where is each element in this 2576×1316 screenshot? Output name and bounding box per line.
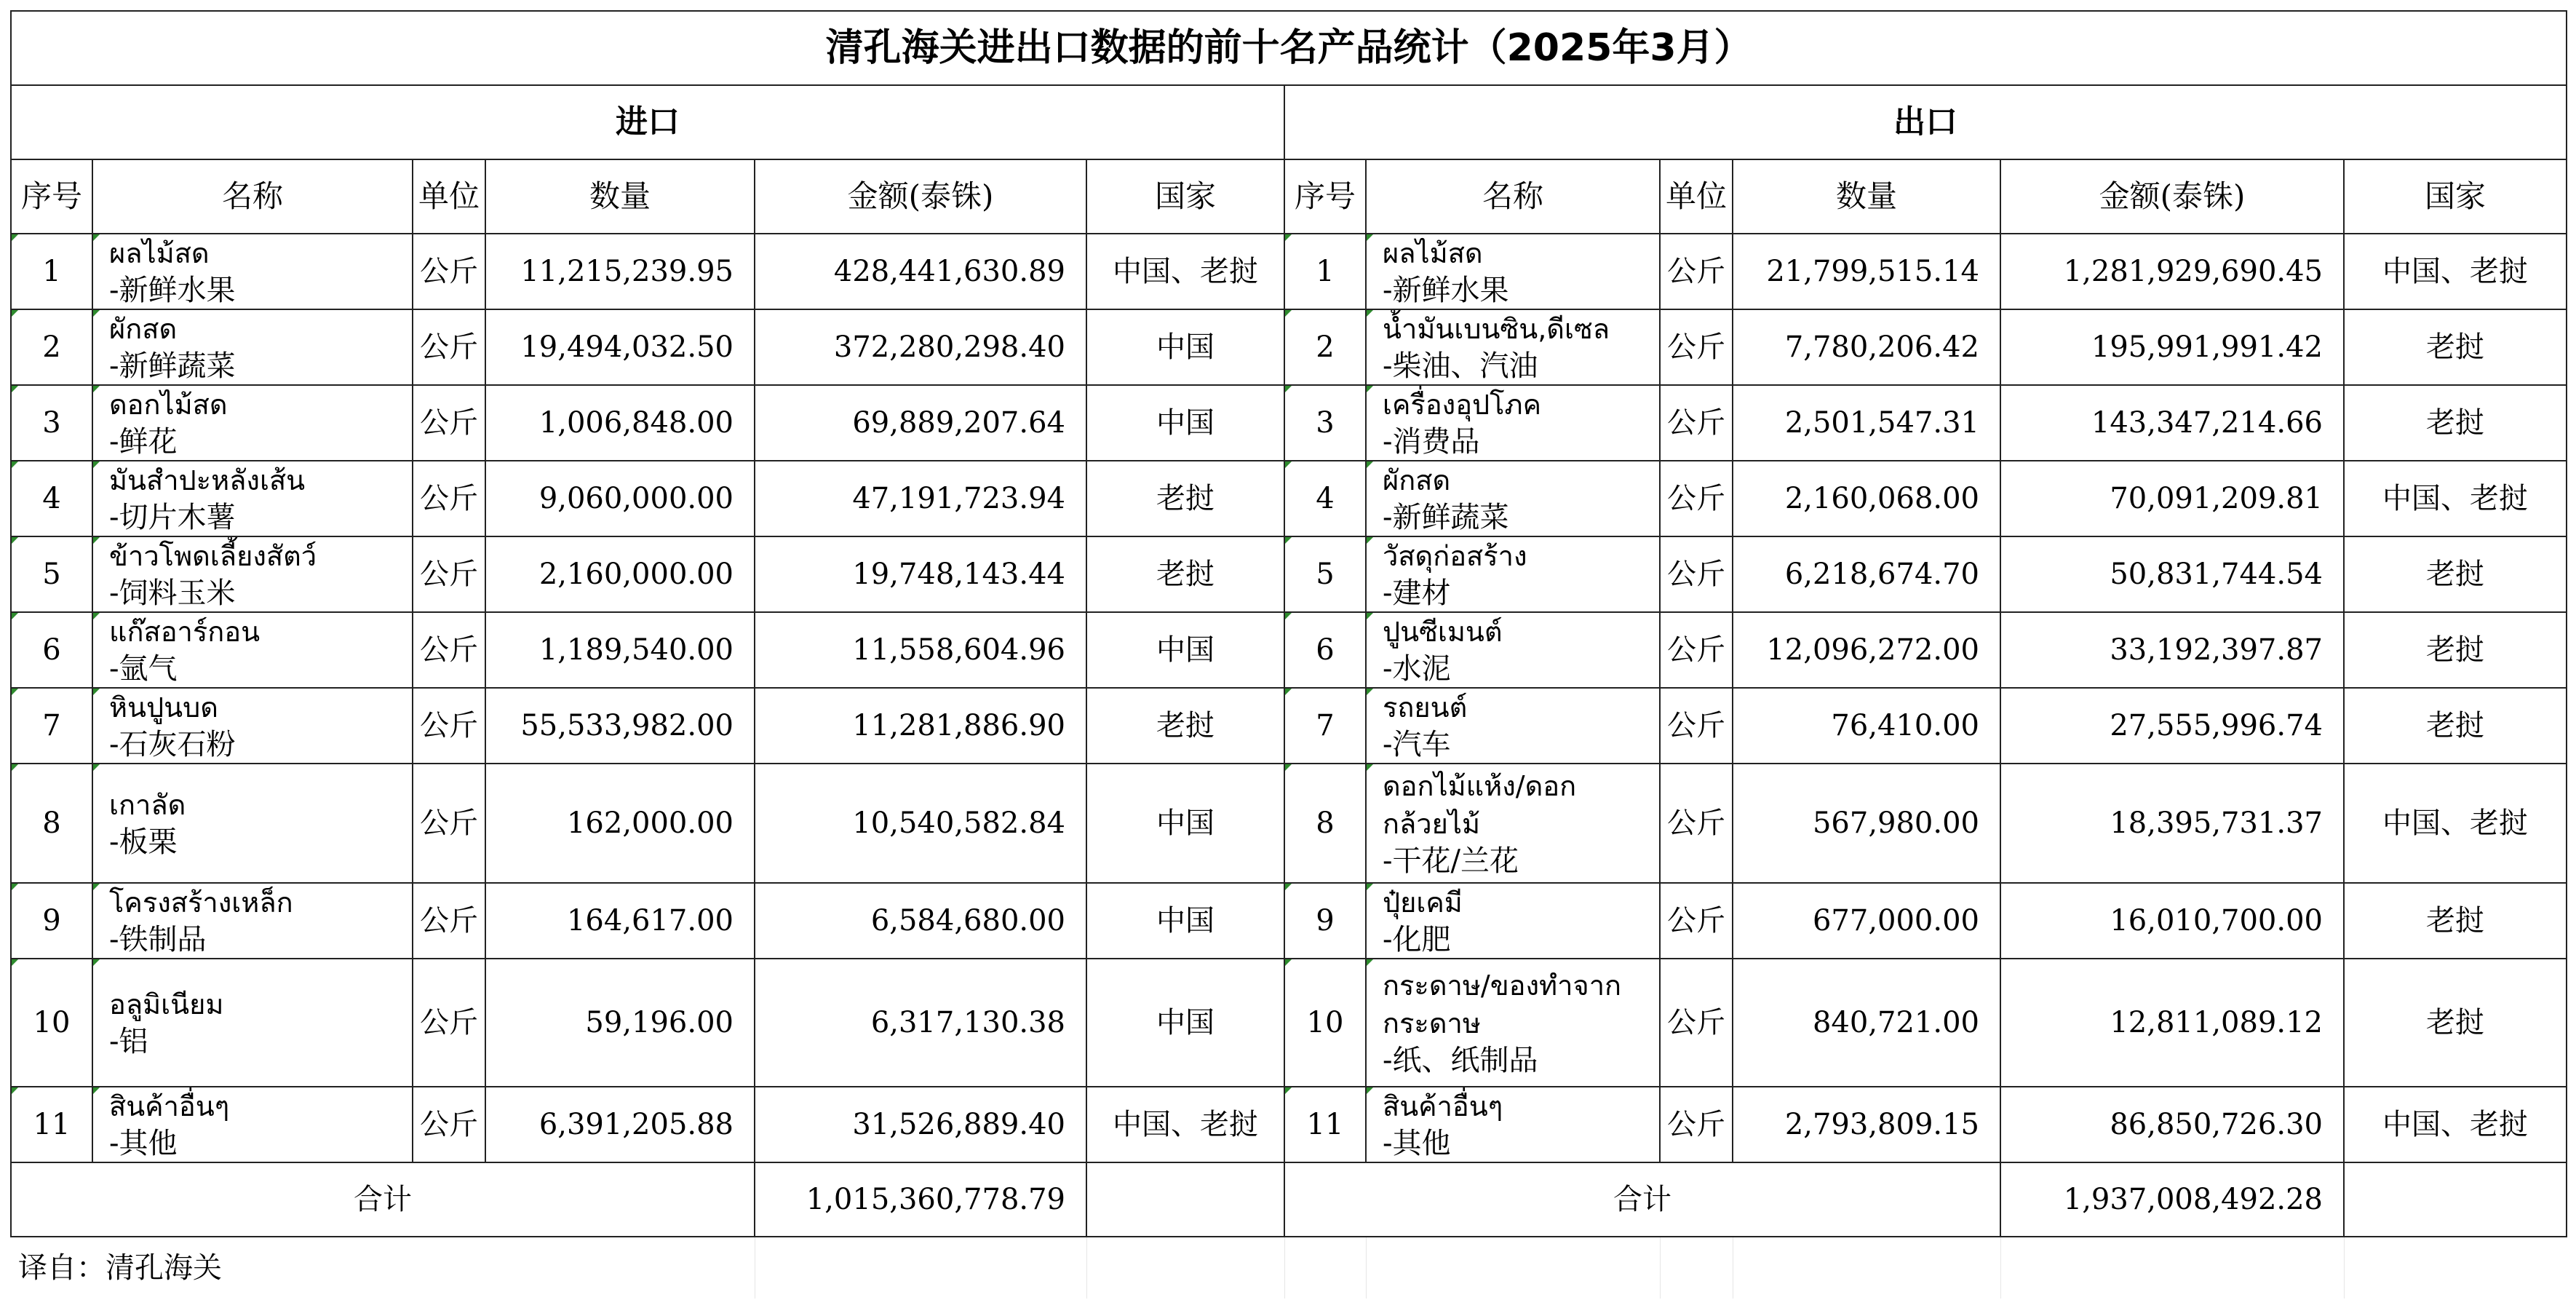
empty-cell — [1366, 1237, 1660, 1299]
cell-country: 老挝 — [2344, 959, 2567, 1087]
import-total-amount: 1,015,360,778.79 — [755, 1162, 1086, 1237]
cell-qty: 2,793,809.15 — [1733, 1087, 2000, 1162]
cell-no: 11 — [11, 1087, 92, 1162]
cell-name — [92, 959, 413, 1087]
cell-amount: 1,281,929,690.45 — [2000, 234, 2344, 309]
cell-country: 中国 — [1086, 309, 1284, 385]
cell-qty: 162,000.00 — [485, 764, 755, 883]
cell-name — [1366, 688, 1660, 764]
export-total-amount: 1,937,008,492.28 — [2000, 1162, 2344, 1237]
spreadsheet — [10, 10, 2566, 1299]
empty-cell — [2344, 1237, 2567, 1299]
column-header-row — [11, 159, 2567, 234]
cell-country: 中国 — [1086, 959, 1284, 1087]
cell-no: 4 — [1284, 461, 1366, 536]
item-name-chinese: -饲料玉米 — [109, 576, 236, 610]
item-name-chinese: -切片木薯 — [109, 501, 236, 534]
item-name-chinese: -汽车 — [1383, 728, 1451, 761]
cell-amount: 6,317,130.38 — [755, 959, 1086, 1087]
table-row — [11, 764, 2567, 883]
cell-qty: 164,617.00 — [485, 883, 755, 959]
cell-no: 6 — [1284, 612, 1366, 688]
cell-unit: 公斤 — [413, 1087, 485, 1162]
cell-no: 1 — [1284, 234, 1366, 309]
cell-qty: 7,780,206.42 — [1733, 309, 2000, 385]
cell-no: 9 — [1284, 883, 1366, 959]
item-name-chinese: -柴油、汽油 — [1383, 349, 1538, 383]
item-name-thai: สินค้าอื่นๆ — [1383, 1090, 1503, 1122]
cell-no: 11 — [1284, 1087, 1366, 1162]
cell-name — [1366, 234, 1660, 309]
item-name-chinese: -新鲜水果 — [1383, 274, 1509, 307]
item-name-chinese: -铁制品 — [109, 923, 207, 956]
table-row — [11, 1087, 2567, 1162]
table-row — [11, 688, 2567, 764]
item-name-thai: กระดาษ/ของทำจากกระดาษ — [1383, 970, 1622, 1039]
item-name-thai: น้ำมันเบนซิน,ดีเซล — [1383, 313, 1610, 345]
cell-qty: 55,533,982.00 — [485, 688, 755, 764]
export-total-blank — [2344, 1162, 2567, 1237]
cell-qty: 1,189,540.00 — [485, 612, 755, 688]
cell-amount: 70,091,209.81 — [2000, 461, 2344, 536]
cell-country: 老挝 — [2344, 385, 2567, 461]
cell-qty: 11,215,239.95 — [485, 234, 755, 309]
cell-unit: 公斤 — [1660, 612, 1733, 688]
cell-no: 10 — [1284, 959, 1366, 1087]
item-name-thai: มันสำปะหลังเส้น — [109, 464, 306, 496]
cell-name — [1366, 959, 1660, 1087]
cell-country: 老挝 — [2344, 883, 2567, 959]
cell-unit: 公斤 — [1660, 385, 1733, 461]
empty-cell — [2000, 1237, 2344, 1299]
cell-no: 7 — [11, 688, 92, 764]
cell-no: 7 — [1284, 688, 1366, 764]
item-name-thai: ผลไม้สด — [109, 237, 210, 269]
cell-amount: 10,540,582.84 — [755, 764, 1086, 883]
cell-amount: 69,889,207.64 — [755, 385, 1086, 461]
item-name-chinese: -水泥 — [1383, 652, 1451, 686]
cell-qty: 76,410.00 — [1733, 688, 2000, 764]
cell-name — [1366, 1087, 1660, 1162]
cell-name — [92, 612, 413, 688]
cell-country: 中国、老挝 — [2344, 461, 2567, 536]
cell-no: 5 — [1284, 536, 1366, 612]
cell-country: 老挝 — [2344, 612, 2567, 688]
cell-no: 3 — [11, 385, 92, 461]
cell-amount: 16,010,700.00 — [2000, 883, 2344, 959]
cell-name — [92, 883, 413, 959]
cell-unit: 公斤 — [413, 234, 485, 309]
item-name-chinese: -石灰石粉 — [109, 728, 236, 761]
cell-country: 老挝 — [1086, 536, 1284, 612]
cell-no: 8 — [11, 764, 92, 883]
col-header-no: 序号 — [11, 159, 92, 234]
item-name-chinese: -干花/兰花 — [1383, 844, 1519, 878]
cell-amount: 428,441,630.89 — [755, 234, 1086, 309]
cell-no: 6 — [11, 612, 92, 688]
item-name-thai: แก๊สอาร์กอน — [109, 616, 261, 648]
cell-no: 9 — [11, 883, 92, 959]
table-row — [11, 461, 2567, 536]
source-note: 译自：清孔海关 — [11, 1237, 755, 1299]
cell-unit: 公斤 — [1660, 309, 1733, 385]
item-name-chinese: -铝 — [109, 1025, 148, 1058]
item-name-thai: รถยนต์ — [1383, 691, 1468, 724]
cell-amount: 12,811,089.12 — [2000, 959, 2344, 1087]
table-row — [11, 309, 2567, 385]
item-name-thai: ผักสด — [1383, 464, 1451, 496]
item-name-thai: ข้าวโพดเลี้ยงสัตว์ — [109, 540, 317, 572]
item-name-thai: ผลไม้สด — [1383, 237, 1483, 269]
cell-country: 老挝 — [2344, 688, 2567, 764]
col-header-name: 名称 — [92, 159, 413, 234]
item-name-thai: ผักสด — [109, 313, 178, 345]
col-header-country: 国家 — [2344, 159, 2567, 234]
item-name-thai: ดอกไม้แห้ง/ดอกกล้วยไม้ — [1383, 770, 1577, 840]
cell-qty: 2,501,547.31 — [1733, 385, 2000, 461]
cell-country: 中国 — [1086, 883, 1284, 959]
cell-amount: 33,192,397.87 — [2000, 612, 2344, 688]
empty-cell — [1086, 1237, 1284, 1299]
cell-country: 中国、老挝 — [2344, 764, 2567, 883]
cell-name — [1366, 764, 1660, 883]
table-row — [11, 959, 2567, 1087]
cell-no: 2 — [1284, 309, 1366, 385]
table-row — [11, 234, 2567, 309]
cell-qty: 1,006,848.00 — [485, 385, 755, 461]
item-name-chinese: -化肥 — [1383, 923, 1451, 956]
item-name-thai: โครงสร้างเหล็ก — [109, 887, 293, 919]
cell-qty: 59,196.00 — [485, 959, 755, 1087]
cell-unit: 公斤 — [1660, 536, 1733, 612]
cell-country: 中国、老挝 — [2344, 1087, 2567, 1162]
cell-name — [1366, 536, 1660, 612]
item-name-chinese: -氩气 — [109, 652, 178, 686]
empty-cell — [1660, 1237, 1733, 1299]
cell-unit: 公斤 — [413, 612, 485, 688]
cell-unit: 公斤 — [1660, 234, 1733, 309]
cell-amount: 6,584,680.00 — [755, 883, 1086, 959]
table-row — [11, 536, 2567, 612]
col-header-name: 名称 — [1366, 159, 1660, 234]
cell-name — [1366, 612, 1660, 688]
cell-no: 1 — [11, 234, 92, 309]
cell-name — [1366, 309, 1660, 385]
item-name-thai: หินปูนบด — [109, 691, 218, 724]
section-import-header: 进口 — [11, 85, 1284, 159]
section-export-header: 出口 — [1284, 85, 2567, 159]
cell-amount: 31,526,889.40 — [755, 1087, 1086, 1162]
cell-unit: 公斤 — [1660, 764, 1733, 883]
empty-cell — [1733, 1237, 2000, 1299]
cell-qty: 6,391,205.88 — [485, 1087, 755, 1162]
cell-country: 中国 — [1086, 764, 1284, 883]
trade-table — [10, 10, 2567, 1299]
cell-qty: 6,218,674.70 — [1733, 536, 2000, 612]
cell-unit: 公斤 — [1660, 461, 1733, 536]
cell-qty: 21,799,515.14 — [1733, 234, 2000, 309]
item-name-chinese: -纸、纸制品 — [1383, 1044, 1538, 1077]
cell-country: 老挝 — [2344, 536, 2567, 612]
item-name-thai: อลูมิเนียม — [109, 988, 224, 1020]
item-name-thai: ปูนซีเมนต์ — [1383, 616, 1503, 648]
cell-name — [92, 536, 413, 612]
cell-name — [1366, 461, 1660, 536]
cell-unit: 公斤 — [413, 461, 485, 536]
cell-amount: 195,991,991.42 — [2000, 309, 2344, 385]
cell-name — [92, 385, 413, 461]
table-row — [11, 883, 2567, 959]
cell-country: 老挝 — [1086, 688, 1284, 764]
col-header-amount: 金额(泰铢) — [755, 159, 1086, 234]
totals-row — [11, 1162, 2567, 1237]
cell-name — [1366, 883, 1660, 959]
col-header-qty: 数量 — [1733, 159, 2000, 234]
empty-cell — [1284, 1237, 1366, 1299]
cell-amount: 143,347,214.66 — [2000, 385, 2344, 461]
item-name-chinese: -其他 — [1383, 1127, 1451, 1160]
item-name-thai: วัสดุก่อสร้าง — [1383, 540, 1527, 572]
col-header-unit: 单位 — [1660, 159, 1733, 234]
cell-no: 3 — [1284, 385, 1366, 461]
page-title: 清孔海关进出口数据的前十名产品统计（2025年3月） — [11, 11, 2567, 85]
col-header-amount: 金额(泰铢) — [2000, 159, 2344, 234]
col-header-country: 国家 — [1086, 159, 1284, 234]
cell-country: 老挝 — [2344, 309, 2567, 385]
export-total-label: 合计 — [1284, 1162, 2000, 1237]
cell-amount: 27,555,996.74 — [2000, 688, 2344, 764]
cell-unit: 公斤 — [413, 309, 485, 385]
cell-name — [92, 234, 413, 309]
cell-name — [92, 688, 413, 764]
cell-qty: 19,494,032.50 — [485, 309, 755, 385]
item-name-chinese: -其他 — [109, 1127, 178, 1160]
item-name-chinese: -新鲜蔬菜 — [1383, 501, 1509, 534]
cell-name — [92, 461, 413, 536]
item-name-chinese: -鲜花 — [109, 425, 178, 459]
cell-amount: 18,395,731.37 — [2000, 764, 2344, 883]
cell-unit: 公斤 — [1660, 959, 1733, 1087]
item-name-chinese: -消费品 — [1383, 425, 1480, 459]
cell-no: 4 — [11, 461, 92, 536]
cell-qty: 677,000.00 — [1733, 883, 2000, 959]
item-name-chinese: -建材 — [1383, 576, 1451, 610]
item-name-chinese: -板栗 — [109, 825, 178, 859]
item-name-chinese: -新鲜蔬菜 — [109, 349, 236, 383]
table-row — [11, 385, 2567, 461]
cell-qty: 567,980.00 — [1733, 764, 2000, 883]
import-total-blank — [1086, 1162, 1284, 1237]
cell-qty: 2,160,000.00 — [485, 536, 755, 612]
cell-qty: 9,060,000.00 — [485, 461, 755, 536]
cell-unit: 公斤 — [413, 688, 485, 764]
item-name-thai: ดอกไม้สด — [109, 389, 228, 421]
cell-name — [1366, 385, 1660, 461]
item-name-thai: เครื่องอุปโภค — [1383, 389, 1542, 421]
cell-unit: 公斤 — [1660, 1087, 1733, 1162]
cell-no: 8 — [1284, 764, 1366, 883]
cell-unit: 公斤 — [413, 385, 485, 461]
cell-name — [92, 1087, 413, 1162]
empty-cell — [755, 1237, 1086, 1299]
cell-amount: 50,831,744.54 — [2000, 536, 2344, 612]
cell-amount: 19,748,143.44 — [755, 536, 1086, 612]
item-name-chinese: -新鲜水果 — [109, 274, 236, 307]
col-header-no: 序号 — [1284, 159, 1366, 234]
col-header-qty: 数量 — [485, 159, 755, 234]
cell-unit: 公斤 — [413, 536, 485, 612]
cell-country: 老挝 — [1086, 461, 1284, 536]
cell-name — [92, 764, 413, 883]
cell-unit: 公斤 — [413, 883, 485, 959]
cell-name — [92, 309, 413, 385]
item-name-thai: สินค้าอื่นๆ — [109, 1090, 230, 1122]
cell-amount: 86,850,726.30 — [2000, 1087, 2344, 1162]
cell-country: 中国、老挝 — [1086, 1087, 1284, 1162]
cell-qty: 2,160,068.00 — [1733, 461, 2000, 536]
cell-country: 中国、老挝 — [1086, 234, 1284, 309]
cell-no: 5 — [11, 536, 92, 612]
cell-qty: 840,721.00 — [1733, 959, 2000, 1087]
item-name-thai: ปุ๋ยเคมี — [1383, 887, 1463, 919]
cell-amount: 11,281,886.90 — [755, 688, 1086, 764]
col-header-unit: 单位 — [413, 159, 485, 234]
cell-country: 中国 — [1086, 612, 1284, 688]
cell-no: 2 — [11, 309, 92, 385]
source-note-row — [11, 1237, 2567, 1299]
cell-amount: 372,280,298.40 — [755, 309, 1086, 385]
cell-amount: 11,558,604.96 — [755, 612, 1086, 688]
cell-unit: 公斤 — [1660, 688, 1733, 764]
cell-unit: 公斤 — [413, 764, 485, 883]
import-total-label: 合计 — [11, 1162, 755, 1237]
item-name-thai: เกาลัด — [109, 789, 186, 821]
cell-country: 中国 — [1086, 385, 1284, 461]
cell-unit: 公斤 — [413, 959, 485, 1087]
cell-country: 中国、老挝 — [2344, 234, 2567, 309]
cell-unit: 公斤 — [1660, 883, 1733, 959]
cell-amount: 47,191,723.94 — [755, 461, 1086, 536]
cell-qty: 12,096,272.00 — [1733, 612, 2000, 688]
table-row — [11, 612, 2567, 688]
cell-no: 10 — [11, 959, 92, 1087]
